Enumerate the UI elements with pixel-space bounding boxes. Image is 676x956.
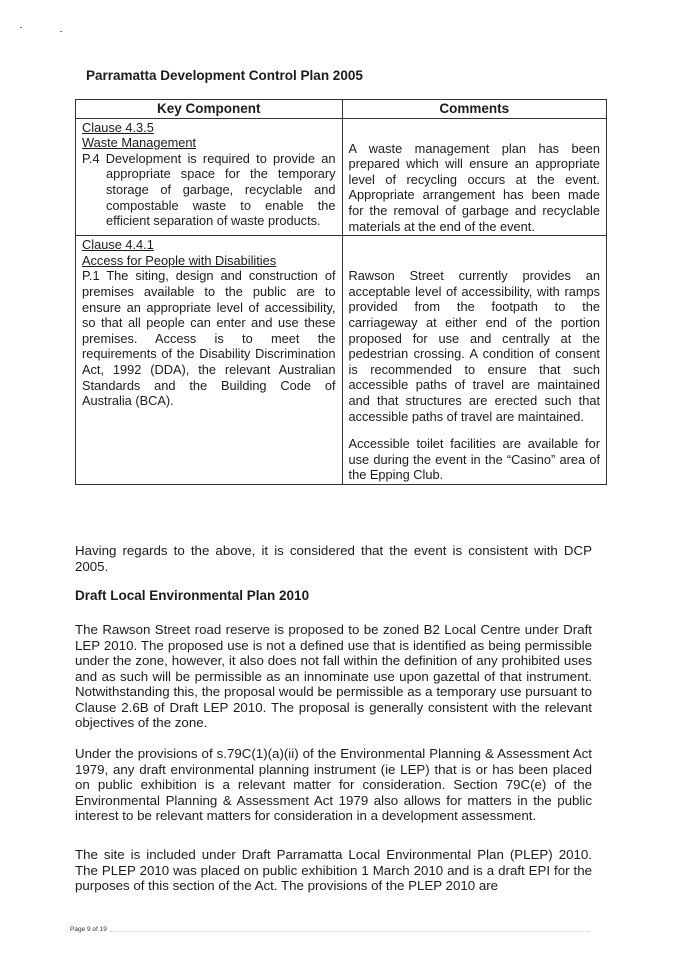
body-paragraph: The Rawson Street road reserve is proposed to be zoned B2 Local Centre under Draft LEP 2010. The proposed use is not a defined use that is identified as being permissible under the zone, however, it also does not fall within the definition of any prohibited uses and as such will be permissible as an innominate use upon gazettal of that instrument. Notwithstanding this, the proposal would be permissible as a temporary use pursuant to Clause 2.6B of Draft LEP 2010. The proposal is generally consistent with the relevant objectives of the zone. xyxy=(75,622,592,730)
conclusion-paragraph: Having regards to the above, it is considered that the event is consistent with DCP 2005. xyxy=(75,543,592,574)
scan-speck xyxy=(20,27,22,28)
key-component-cell xyxy=(76,118,343,236)
section-title-dcp: Parramatta Development Control Plan 2005 xyxy=(86,68,363,83)
footer-divider xyxy=(110,931,590,932)
comment-text: Accessible toilet facilities are available for use during the event in the “Casino” area of the Epping Club. xyxy=(348,436,600,483)
clause-number: Clause 4.4.1 xyxy=(82,237,154,253)
comment-text: Rawson Street currently provides an acceptable level of accessibility, with ramps provided from the footpath to the carriageway at either end of the portion proposed for use and centrally at the pedestrian crossing. A condition of consent is recommended to ensure that such accessible paths of travel are maintained and that structures are erected such that accessible paths of travel are maintained. xyxy=(348,268,600,424)
section-title-draft-lep: Draft Local Environmental Plan 2010 xyxy=(75,588,310,603)
clause-heading: Access for People with Disabilities xyxy=(82,252,277,268)
comments-cell xyxy=(342,118,606,236)
page-number-footer: Page 9 of 19 xyxy=(70,926,107,933)
body-paragraph: Under the provisions of s.79C(1)(a)(ii) of the Environmental Planning & Assessment Act 1979, any draft environmental planning instrument (ie LEP) that is or has been placed on public exhibition is a relevant matter for consideration. Section 79C(e) of the Environmental Planning & Assessment Act 1979 also allows for matters in the public interest to be relevant matters for consideration in a development assessment. xyxy=(75,746,592,823)
comments-cell xyxy=(342,236,606,485)
comment-text: A waste management plan has been prepared which will ensure an appropriate level of recycling occurs at the event. Appropriate arrangement has been made for the removal of garbage and recyclable materials at the end of the event. xyxy=(348,140,600,234)
clause-heading: Waste Management xyxy=(82,135,197,151)
key-component-cell xyxy=(76,236,343,485)
requirement-text: P.4 Development is required to provide an appropriate space for the temporary storage of garbage, recyclable and compostable waste to enable the efficient separation of waste products. xyxy=(82,150,336,229)
column-header-key-component: Key Component xyxy=(76,100,343,119)
body-paragraph: The site is included under Draft Parramatta Local Environmental Plan (PLEP) 2010. The PLEP 2010 was placed on public exhibition 1 March 2010 and is a draft EPI for the purposes of this section of the Act. The provisions of the PLEP 2010 are xyxy=(75,847,592,893)
scan-speck xyxy=(60,31,62,32)
clause-number: Clause 4.3.5 xyxy=(82,119,154,135)
column-header-comments: Comments xyxy=(342,100,606,119)
table-row xyxy=(76,236,607,485)
table-row xyxy=(76,118,607,236)
requirement-text: P.1 The siting, design and construction of premises available to the public are to ensure an appropriate level of accessibility, so that all people can enter and use these premises. Access is to meet the requirements of the Disability Discrimination Act, 1992 (DDA), the relevant Australian Standards and the Building Code of Australia (BCA). xyxy=(82,268,336,409)
dcp-compliance-table xyxy=(75,99,607,485)
table-header-row xyxy=(76,100,607,119)
